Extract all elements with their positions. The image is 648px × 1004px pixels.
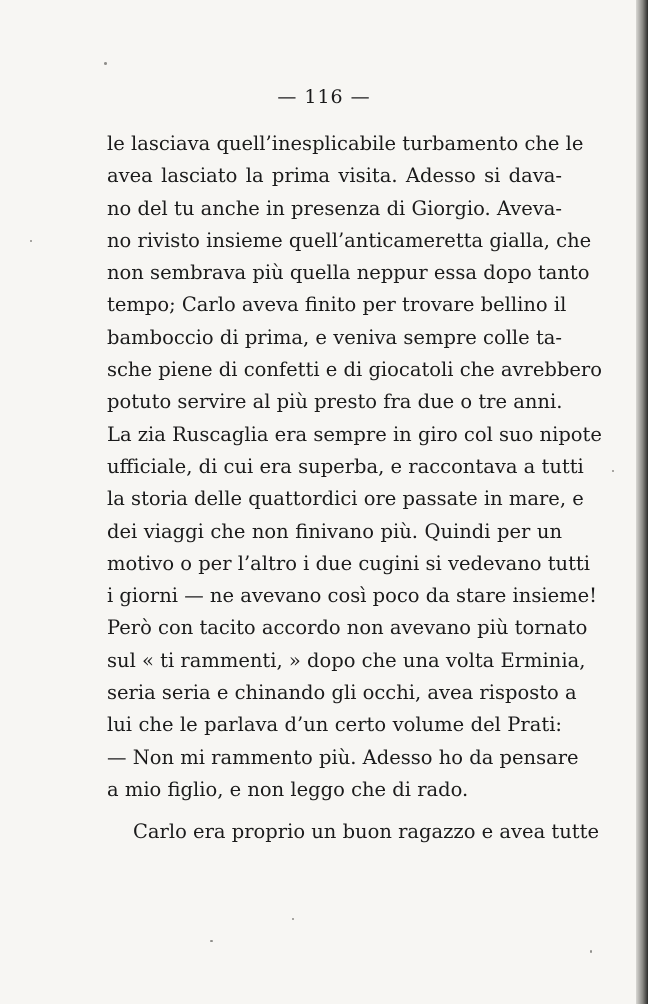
paragraph-break bbox=[107, 806, 562, 816]
text-line: sche piene di confetti e di giocatoli che avrebbero bbox=[107, 358, 602, 382]
text-line: sul « ti rammenti, » dopo che una volta Erminia, bbox=[107, 648, 586, 672]
text-line: motivo o per l’altro i due cugini si vedevano tutti bbox=[107, 551, 591, 575]
text-line: lui che le parlava d’un certo volume del Prati: bbox=[107, 713, 562, 737]
text-line: ufficiale, di cui era superba, e raccontava a tutti bbox=[107, 454, 584, 478]
text-line: la storia delle quattordici ore passate in mare, e bbox=[107, 487, 584, 511]
page-number: — 116 — bbox=[277, 86, 371, 108]
paper-speck bbox=[590, 950, 592, 953]
paper-speck bbox=[104, 62, 107, 65]
text-line: non sembrava più quella neppur essa dopo tanto bbox=[107, 261, 590, 285]
text-line: bamboccio di prima, e veniva sempre colle ta- bbox=[107, 325, 562, 349]
text-line: Carlo era proprio un buon ragazzo e avea tutte bbox=[133, 820, 600, 844]
paper-speck bbox=[292, 918, 294, 920]
text-line: — Non mi rammento più. Adesso ho da pensare bbox=[107, 745, 579, 769]
text-line: a mio figlio, e non leggo che di rado. bbox=[107, 777, 469, 801]
paper-speck bbox=[612, 470, 614, 472]
text-line: dei viaggi che non finivano più. Quindi per un bbox=[107, 519, 562, 543]
text-line: avea lasciato la prima visita. Adesso si dava- bbox=[107, 164, 562, 188]
page-edge-shadow bbox=[636, 0, 648, 1004]
text-line: seria seria e chinando gli occhi, avea risposto a bbox=[107, 681, 577, 705]
text-line: no del tu anche in presenza di Giorgio. Aveva- bbox=[107, 196, 562, 220]
text-line: no rivisto insieme quell’anticameretta gialla, che bbox=[107, 228, 592, 252]
text-line: i giorni — ne avevano così poco da stare insieme! bbox=[107, 584, 597, 608]
text-line: tempo; Carlo aveva finito per trovare bellino il bbox=[107, 293, 567, 317]
body-text bbox=[107, 128, 602, 849]
paper-speck bbox=[210, 940, 213, 942]
text-line: le lasciava quell’inesplicabile turbamento che le bbox=[107, 132, 584, 155]
text-line: Però con tacito accordo non avevano più tornato bbox=[107, 616, 588, 640]
paper-speck bbox=[30, 240, 32, 242]
text-line: La zia Ruscaglia era sempre in giro col suo nipote bbox=[107, 422, 602, 446]
text-line: potuto servire al più presto fra due o tre anni. bbox=[107, 390, 563, 414]
